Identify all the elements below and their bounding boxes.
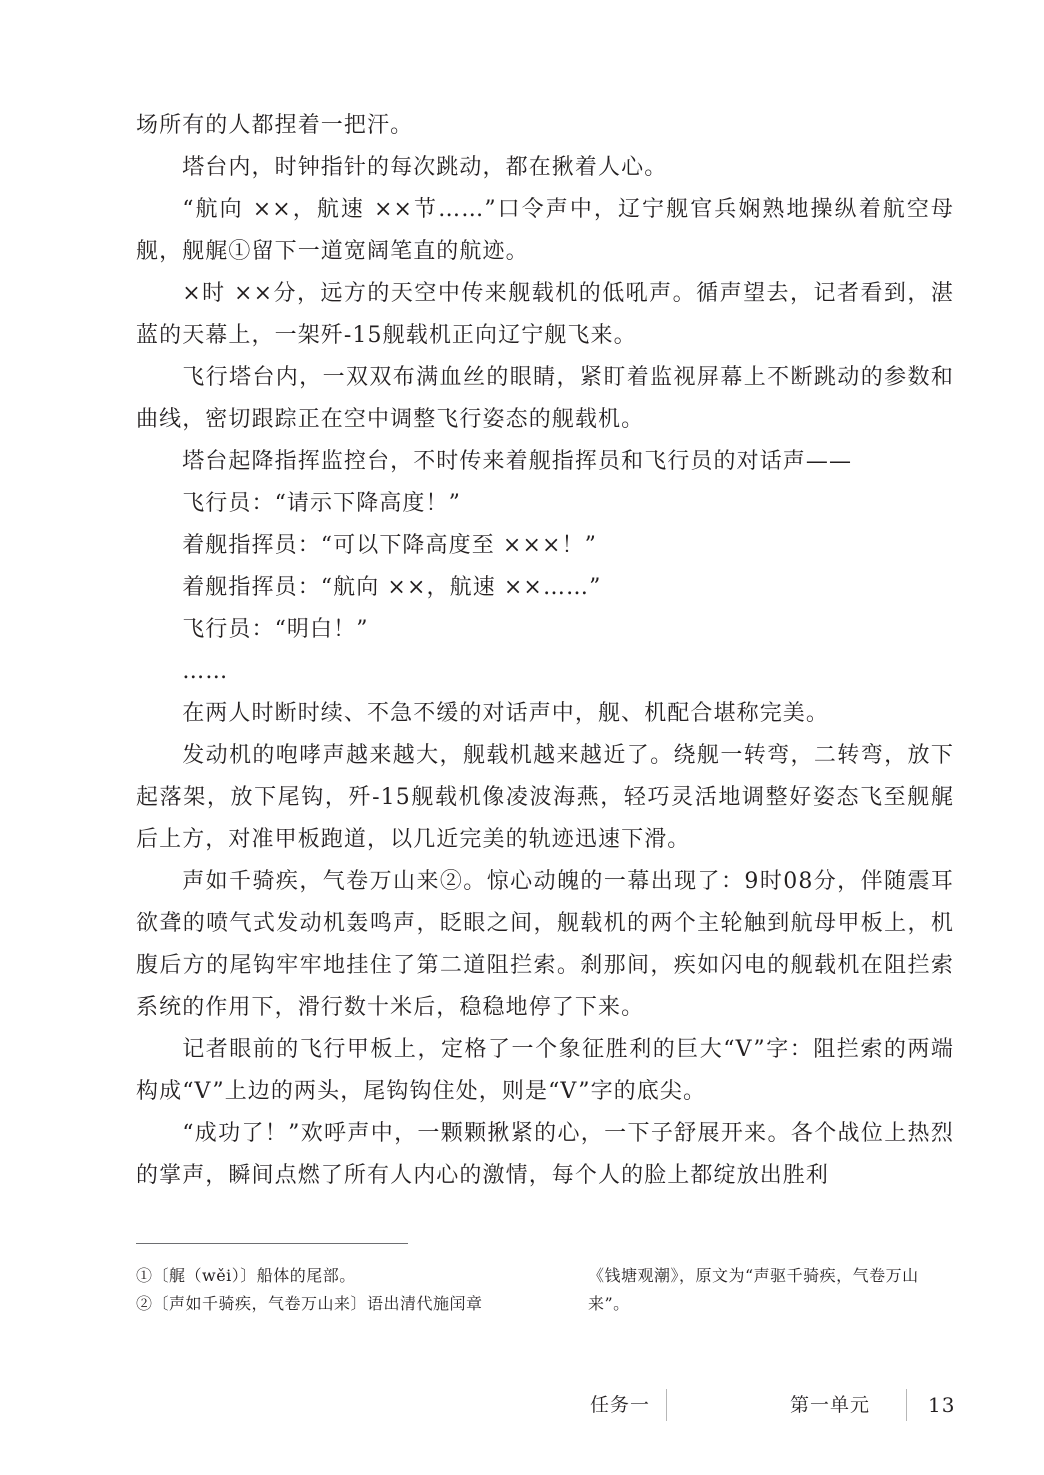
paragraph-3: “航向 ××，航速 ××节……”口令声中，辽宁舰官兵娴熟地操纵着航空母舰，舰艉①留下一道宽阔笔直的航迹。 (136, 197, 954, 264)
footnotes-right (588, 1262, 954, 1318)
footer-unit-label: 第一单元 (790, 1394, 871, 1416)
footer-divider-left (666, 1389, 667, 1421)
paragraph-4: ×时 ××分，远方的天空中传来舰载机的低吼声。循声望去，记者看到，湛蓝的天幕上，一架歼-15舰载机正向辽宁舰飞来。 (136, 281, 954, 348)
footnote-1: ①〔艉（wěi）〕船体的尾部。 (136, 1266, 356, 1285)
footnote-2: ②〔声如千骑疾，气卷万山来〕语出清代施闰章 (136, 1294, 483, 1313)
paragraph-1: 场所有的人都捏着一把汗。 (136, 113, 414, 138)
paragraph-10: 记者眼前的飞行甲板上，定格了一个象征胜利的巨大“V”字：阻拦索的两端构成“V”上边的两头，尾钩钩住处，则是“V”字的底尖。 (136, 1037, 954, 1104)
dialogue-line-1: 飞行员：“请示下降高度！” (182, 491, 461, 516)
footnote-2-continued: 《钱塘观潮》，原文为“声驱千骑疾，气卷万山来”。 (588, 1266, 919, 1313)
page-number: 13 (928, 1393, 956, 1417)
paragraph-9: 声如千骑疾，气卷万山来②。惊心动魄的一幕出现了：9时08分，伴随震耳欲聋的喷气式发动机轰鸣声，眨眼之间，舰载机的两个主轮触到航母甲板上，机腹后方的尾钩牢牢地挂住了第二道阻拦索。刹那间，疾如闪电的舰载机在阻拦索系统的作用下，滑行数十米后，稳稳地停了下来。 (136, 869, 954, 1020)
footer-task-label: 任务一 (590, 1394, 651, 1416)
paragraph-8: 发动机的咆哮声越来越大，舰载机越来越近了。绕舰一转弯，二转弯，放下起落架，放下尾钩，歼-15舰载机像凌波海燕，轻巧灵活地调整好姿态飞至舰艉后上方，对准甲板跑道，以几近完美的轨迹迅速下滑。 (136, 743, 954, 852)
dialogue-line-2: 着舰指挥员：“可以下降高度至 ×××！” (182, 533, 597, 558)
paragraph-2: 塔台内，时钟指针的每次跳动，都在揪着人心。 (182, 155, 668, 180)
footnote-rule (136, 1243, 408, 1244)
article-body (136, 105, 954, 1197)
paragraph-7: 在两人时断时续、不急不缓的对话声中，舰、机配合堪称完美。 (182, 701, 829, 726)
ellipsis-line: …… (182, 659, 229, 684)
paragraph-5: 飞行塔台内，一双双布满血丝的眼睛，紧盯着监视屏幕上不断跳动的参数和曲线，密切跟踪正在空中调整飞行姿态的舰载机。 (136, 365, 954, 432)
paragraph-11: “成功了！”欢呼声中，一颗颗揪紧的心，一下子舒展开来。各个战位上热烈的掌声，瞬间点燃了所有人内心的激情，每个人的脸上都绽放出胜利 (136, 1121, 954, 1188)
footer-divider-right (906, 1389, 907, 1421)
paragraph-6: 塔台起降指挥监控台，不时传来着舰指挥员和飞行员的对话声—— (182, 449, 853, 474)
footnotes-left (136, 1262, 556, 1318)
dialogue-line-3: 着舰指挥员：“航向 ××，航速 ××……” (182, 575, 602, 600)
dialogue-line-4: 飞行员：“明白！” (182, 617, 369, 642)
